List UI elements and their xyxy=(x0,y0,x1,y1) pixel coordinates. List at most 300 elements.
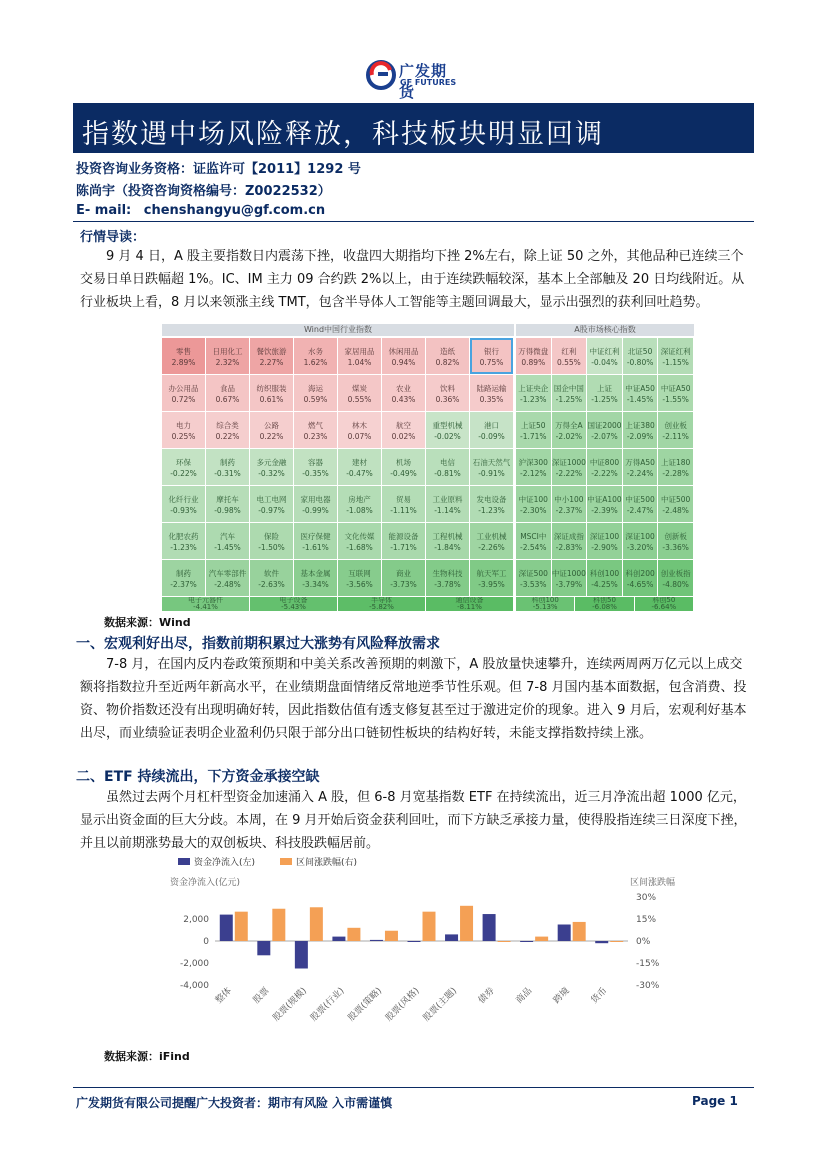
heatmap-cell-value: 0.23% xyxy=(303,432,328,441)
heatmap-cell-value: -2.39% xyxy=(591,506,618,515)
heatmap-cell-name: 中证800 xyxy=(589,458,620,467)
heatmap-cell xyxy=(470,560,513,596)
heatmap-cell-name: 日用化工 xyxy=(212,347,243,356)
right-tick-label: -15% xyxy=(636,959,660,969)
heatmap-cell-name: 中证500 xyxy=(661,495,691,504)
heatmap-cell xyxy=(250,523,293,559)
heatmap-cell-name: 深证500 xyxy=(518,569,548,578)
heatmap-cell xyxy=(552,449,587,485)
heatmap-cell-value: -0.49% xyxy=(390,469,417,478)
heatmap-cell-value: 0.72% xyxy=(171,395,196,404)
heatmap-cell xyxy=(250,412,293,448)
flow-bar xyxy=(595,941,608,943)
heatmap-cell-name: 餐饮旅游 xyxy=(256,347,287,356)
section1-paragraph: 7-8 月，在国内反内卷政策预期和中美关系改善预期的刺激下，A 股放量快速攀升，连续两周两万亿元以上成交额将指数拉升至近两年新高水平，在业绩期盘面情绪反常地逆季节性乐观。但 7-8 月国内基本面数据，包含消费、投资、物价指数还没有出现明确好转，因此指数估值有透支修复甚至过于激进定价的现象。进入 9 月后，宏观利好基本出尽，而业绩验证表明企业盈利仍只限于部分出口链韧性板块的结构好转，未能支撑指数持续上涨。 xyxy=(80,657,747,741)
heatmap-cell-name: 重型机械 xyxy=(432,421,463,430)
heatmap-cell-value: -0.22% xyxy=(170,469,197,478)
heatmap-cell-value: -5.43% xyxy=(281,603,306,611)
heatmap-cell xyxy=(250,449,293,485)
heatmap-cell-value: -0.81% xyxy=(434,469,461,478)
heatmap-cell xyxy=(162,523,205,559)
flow-bar xyxy=(483,914,496,941)
page-title: 指数遇中场风险释放，科技板块明显回调 xyxy=(82,119,604,150)
heatmap-cell xyxy=(294,412,337,448)
heatmap-cell-name: 汽车零部件 xyxy=(208,569,247,578)
heatmap-cell-value: -1.50% xyxy=(258,543,285,552)
flow-bar xyxy=(220,915,233,941)
heatmap-cell xyxy=(338,523,381,559)
heatmap-cell-value: -3.78% xyxy=(434,580,461,589)
legend-label-return: 区间涨跌幅(右) xyxy=(296,858,358,868)
left-axis-title: 资金净流入(亿元) xyxy=(170,878,241,888)
heatmap-cell-value: -1.55% xyxy=(662,395,689,404)
heatmap-cell-value: -2.07% xyxy=(591,432,618,441)
category-label: 股票 xyxy=(251,986,272,1006)
gf-futures-logo xyxy=(366,58,462,101)
heatmap-cell xyxy=(516,597,574,611)
heatmap-cell-value: -4.65% xyxy=(626,580,654,589)
return-bar xyxy=(460,906,473,941)
heatmap-cell-value: -1.45% xyxy=(214,543,241,552)
heatmap-cell xyxy=(470,486,513,522)
heatmap-cell xyxy=(426,449,469,485)
heatmap-cell-value: -1.61% xyxy=(302,543,329,552)
heatmap-cell-value: 0.43% xyxy=(391,395,416,404)
return-bar xyxy=(423,912,436,941)
heatmap-cell-name: 北证50 xyxy=(627,347,653,356)
heatmap-cell xyxy=(623,449,658,485)
heatmap-cell xyxy=(516,449,551,485)
heatmap-cell-name: 中证A50 xyxy=(660,384,691,393)
sector-heatmap xyxy=(162,324,694,610)
heatmap-cell-name: 休闲用品 xyxy=(388,347,419,356)
heatmap-cell-value: -2.63% xyxy=(258,580,285,589)
heatmap-cell xyxy=(587,338,622,374)
heatmap-cell-name: 饮料 xyxy=(440,384,455,393)
heatmap-cell-value: 1.62% xyxy=(303,358,328,367)
heatmap-cell-name: 基本金属 xyxy=(300,569,331,578)
heatmap-cell xyxy=(338,560,381,596)
heatmap-cell xyxy=(516,560,551,596)
heatmap-cell-name: 商业 xyxy=(396,569,411,578)
heatmap-cell-name: 海运 xyxy=(308,384,323,393)
legend-swatch-flow xyxy=(178,858,190,865)
heatmap-cell-value: 0.22% xyxy=(215,432,240,441)
heatmap-cell xyxy=(206,560,249,596)
heatmap-cell-name: 创业板 xyxy=(664,421,687,430)
heatmap-cell xyxy=(516,412,551,448)
heatmap-cell xyxy=(426,412,469,448)
intro-paragraph: 9 月 4 日，A 股主要指数日内震荡下挫，收盘四大期指均下挫 2%左右，除上证 50 之外，其他品种已连续三个交易日单日跌幅超 1%。IC、IM 主力 09 合约跌 2%以上，由于连续跌幅较深，基本上全部触及 20 日均线附近。从行业板块上看，8 月以来领涨主线 TMT，包含半导体人工智能等主题回调最大，显示出强烈的获利回吐趋势。 xyxy=(80,249,745,310)
heatmap-cell xyxy=(338,449,381,485)
heatmap-cell-value: -0.91% xyxy=(478,469,505,478)
heatmap-cell-name: 家居用品 xyxy=(344,347,375,356)
heatmap-cell-value: 0.67% xyxy=(215,395,240,404)
heatmap-cell-value: -0.47% xyxy=(346,469,373,478)
heatmap-cell xyxy=(516,338,551,374)
heatmap-cell xyxy=(623,523,658,559)
heatmap-cell-value: -3.73% xyxy=(390,580,417,589)
heatmap-cell xyxy=(426,560,469,596)
return-bar xyxy=(235,912,248,941)
heatmap-cell-value: 0.35% xyxy=(479,395,504,404)
category-label: 整体 xyxy=(214,986,234,1006)
heatmap-cell-value: 0.61% xyxy=(259,395,284,404)
heatmap-cell xyxy=(552,375,587,411)
heatmap-cell-value: -0.93% xyxy=(170,506,197,515)
heatmap-cell-name: 科创50 xyxy=(652,597,676,604)
heatmap-cell-value: -0.35% xyxy=(302,469,329,478)
heatmap-cell xyxy=(552,523,587,559)
heatmap-cell-name: 中证500 xyxy=(625,495,655,504)
heatmap-cell-name: 制药 xyxy=(176,569,191,578)
heatmap-cell-value: -1.45% xyxy=(626,395,654,404)
heatmap-cell xyxy=(658,486,693,522)
qualification-line: 投资咨询业务资格：证监许可【2011】1292 号 xyxy=(76,162,361,177)
heatmap-cell xyxy=(470,449,513,485)
heatmap-cell-value: 0.25% xyxy=(171,432,196,441)
heatmap-cell-name: 上证50 xyxy=(521,421,546,430)
heatmap-cell-value: -0.32% xyxy=(258,469,285,478)
heatmap-cell-name: 上证180 xyxy=(661,458,691,467)
heatmap-cell-name: 工业机械 xyxy=(476,532,507,541)
heatmap-cell xyxy=(575,597,633,611)
heatmap-cell xyxy=(294,560,337,596)
left-tick-label: -2,000 xyxy=(179,959,209,969)
logo-chinese: 广发期货 xyxy=(399,62,448,101)
heatmap-cell-value: -2.83% xyxy=(555,543,583,552)
heatmap-cell xyxy=(552,338,587,374)
heatmap-cell xyxy=(587,449,622,485)
footer-divider xyxy=(73,1087,754,1088)
heatmap-cell-name: 家用电器 xyxy=(300,495,331,504)
heatmap-cell-name: 万得微盘 xyxy=(518,347,549,356)
heatmap-cell-name: 软件 xyxy=(264,569,279,578)
heatmap-cell-value: -2.47% xyxy=(626,506,654,515)
gf-logo-icon xyxy=(366,60,396,90)
heatmap-cell xyxy=(470,412,513,448)
heatmap-cell-value: -0.98% xyxy=(214,506,241,515)
heatmap-cell-name: 造纸 xyxy=(440,347,455,356)
heatmap-cell-name: 化肥农药 xyxy=(168,532,199,541)
heatmap-cell-name: 中证1000 xyxy=(551,569,586,578)
heatmap-cell xyxy=(658,412,693,448)
heatmap-cell xyxy=(250,338,293,374)
heatmap-cell-value: -3.53% xyxy=(520,580,547,589)
return-bar xyxy=(498,941,511,942)
heatmap-cell xyxy=(623,486,658,522)
heatmap-cell xyxy=(162,597,249,611)
return-bar xyxy=(385,931,398,941)
heatmap-cell-value: -4.25% xyxy=(591,580,618,589)
return-bar xyxy=(610,941,623,942)
heatmap-cell xyxy=(516,375,551,411)
category-label: 股票(行业) xyxy=(309,986,347,1024)
heatmap-cell-value: -1.23% xyxy=(170,543,197,552)
heatmap-cell-value: -2.22% xyxy=(555,469,583,478)
heatmap-cell-name: 深证1000 xyxy=(551,458,586,467)
flow-bar xyxy=(295,941,308,969)
heatmap-cell xyxy=(250,486,293,522)
section2-paragraph: 虽然过去两个月杠杆型资金加速涌入 A 股，但 6-8 月宽基指数 ETF 在持续流出，近三月净流出超 1000 亿元，显示出资金面的巨大分歧。本周，在 9 月开始后资金获利回吐，而下方缺乏承接力量，使得股指连续三日深度下挫，并且以前期涨势最大的双创板块、科技股跌幅居前。 xyxy=(80,790,747,851)
heatmap-cell-name: 创新板 xyxy=(664,532,687,541)
heatmap-cell-name: 通信设备 xyxy=(455,597,484,604)
heatmap-cell-value: 2.32% xyxy=(215,358,240,367)
heatmap-cell xyxy=(206,449,249,485)
heatmap-cell-value: -8.11% xyxy=(457,603,482,611)
heatmap-cell-name: 电信 xyxy=(440,458,455,467)
heatmap-cell xyxy=(162,486,205,522)
heatmap-cell xyxy=(382,412,425,448)
heatmap-cell-name: 多元金融 xyxy=(256,458,287,467)
heatmap-cell-value: -1.25% xyxy=(555,395,583,404)
heatmap-cell-name: 中小100 xyxy=(554,495,584,504)
flow-bar xyxy=(408,941,421,942)
heatmap-cell-value: -0.02% xyxy=(434,432,461,441)
heatmap-cell-name: 纺织服装 xyxy=(256,384,287,393)
heatmap-cell xyxy=(206,338,249,374)
right-tick-label: 30% xyxy=(636,893,657,903)
heatmap-cell xyxy=(470,523,513,559)
heatmap-cell xyxy=(658,449,693,485)
divider xyxy=(73,221,754,222)
heatmap-cell-value: -2.48% xyxy=(214,580,241,589)
flow-bar xyxy=(558,925,571,942)
heatmap-cell-value: -3.20% xyxy=(626,543,654,552)
heatmap-cell-name: 综合类 xyxy=(216,421,239,430)
heatmap-cell-value: -6.08% xyxy=(592,603,617,611)
heatmap-cell-name: 工业原料 xyxy=(432,495,463,504)
heatmap-cell-name: 环保 xyxy=(176,458,191,467)
left-tick-label: 2,000 xyxy=(183,915,209,925)
heatmap-cell xyxy=(587,560,622,596)
heatmap-cell xyxy=(162,412,205,448)
legend-swatch-return xyxy=(280,858,292,865)
heatmap-cell-name: 中证A100 xyxy=(587,495,622,504)
heatmap-cell xyxy=(294,375,337,411)
heatmap-cell xyxy=(658,338,693,374)
heatmap-cell-name: 石油天然气 xyxy=(472,458,511,467)
intro-heading: 行情导读： xyxy=(80,230,146,245)
heatmap-cell-value: -2.37% xyxy=(555,506,583,515)
flow-bar xyxy=(257,941,270,955)
heatmap-cell-name: 创业板指 xyxy=(660,569,691,578)
heatmap-cell-name: MSCI中 xyxy=(520,532,547,541)
heatmap-cell-name: 红利 xyxy=(561,347,577,356)
heatmap-cell-value: -0.04% xyxy=(591,358,618,367)
heatmap-cell-value: 1.04% xyxy=(347,358,372,367)
heatmap-cell-value: -1.71% xyxy=(520,432,547,441)
heatmap-cell-value: -0.97% xyxy=(258,506,285,515)
heatmap-cell-value: -2.11% xyxy=(662,432,689,441)
heatmap-cell-name: 港口 xyxy=(484,421,499,430)
heatmap-cell-name: 上证央企 xyxy=(518,384,549,393)
heatmap-cell xyxy=(426,375,469,411)
heatmap-cell-name: 中证A50 xyxy=(625,384,655,393)
legend-label-flow: 资金净流入(左) xyxy=(194,858,256,868)
heatmap-cell xyxy=(587,523,622,559)
category-label: 跨境 xyxy=(551,986,572,1006)
heatmap-cell xyxy=(552,412,587,448)
heatmap-cell xyxy=(162,560,205,596)
heatmap-cell xyxy=(426,338,469,374)
heatmap-cell-name: 保险 xyxy=(264,532,279,541)
heatmap-cell xyxy=(658,523,693,559)
heatmap-cell-name: 化纤行业 xyxy=(168,495,199,504)
heatmap-cell-value: -4.41% xyxy=(193,603,218,611)
left-tick-label: -4,000 xyxy=(179,981,209,991)
heatmap-cell xyxy=(587,486,622,522)
heatmap-cell xyxy=(294,338,337,374)
heatmap-cell-name: 生物科技 xyxy=(432,569,463,578)
heatmap-cell xyxy=(206,375,249,411)
heatmap-cell xyxy=(470,338,513,374)
logo-english: GF FUTURES xyxy=(400,78,457,87)
heatmap-cell-name: 制药 xyxy=(220,458,235,467)
heatmap-cell xyxy=(250,560,293,596)
heatmap-cell-value: 2.89% xyxy=(171,358,196,367)
heatmap-cell-name: 发电设备 xyxy=(476,495,507,504)
heatmap-cell-value: -3.36% xyxy=(662,543,689,552)
heatmap-cell xyxy=(250,597,337,611)
heatmap-cell xyxy=(294,486,337,522)
right-tick-label: 15% xyxy=(636,915,657,925)
heatmap-cell xyxy=(162,449,205,485)
heatmap-cell-value: -1.15% xyxy=(662,358,689,367)
heatmap-cell-name: 科创100 xyxy=(589,569,620,578)
heatmap-cell xyxy=(658,375,693,411)
heatmap-cell xyxy=(623,412,658,448)
heatmap-cell-value: -1.71% xyxy=(390,543,417,552)
heatmap-cell-value: -1.68% xyxy=(346,543,373,552)
heatmap-cell-value: -1.23% xyxy=(478,506,505,515)
heatmap-cell-name: 电子元器件 xyxy=(188,597,223,604)
heatmap-cell-value: -1.23% xyxy=(520,395,547,404)
category-label: 股票(主题) xyxy=(421,986,460,1024)
heatmap-cell-name: 电工电网 xyxy=(256,495,287,504)
heatmap-cell-value: 0.22% xyxy=(259,432,284,441)
heatmap-cell-value: 0.82% xyxy=(435,358,460,367)
heatmap-source: 数据来源：Wind xyxy=(104,616,191,629)
heatmap-cell-value: -2.37% xyxy=(170,580,197,589)
heatmap-cell-value: -2.90% xyxy=(591,543,618,552)
return-bar xyxy=(535,937,548,941)
heatmap-cell-name: 农业 xyxy=(396,384,411,393)
heatmap-cell-name: 电力 xyxy=(176,421,191,430)
heatmap-cell-name: 科创100 xyxy=(531,597,559,604)
heatmap-cell-name: 医疗保健 xyxy=(300,532,331,541)
heatmap-cell xyxy=(382,375,425,411)
heatmap-cell-name: 水务 xyxy=(308,347,323,356)
heatmap-cell-value: -0.80% xyxy=(626,358,654,367)
heatmap-cell xyxy=(587,375,622,411)
return-bar xyxy=(310,907,323,941)
left-tick-label: 0 xyxy=(203,937,209,947)
heatmap-cell-value: -5.82% xyxy=(369,603,394,611)
heatmap-cell-name: 容器 xyxy=(308,458,323,467)
heatmap-cell-value: -2.28% xyxy=(662,469,689,478)
category-label: 债券 xyxy=(476,986,497,1006)
heatmap-cell-name: 燃气 xyxy=(308,421,323,430)
heatmap-cell-name: 中证100 xyxy=(518,495,548,504)
return-bar xyxy=(272,909,285,941)
heatmap-cell-name: 摩托车 xyxy=(216,495,239,504)
heatmap-cell-name: 电子设备 xyxy=(279,597,308,604)
heatmap-cell-name: 沪深300 xyxy=(518,458,548,467)
heatmap-cell-value: 2.27% xyxy=(259,358,284,367)
heatmap-cell-name: 半导体 xyxy=(371,597,392,604)
heatmap-cell-value: -0.31% xyxy=(214,469,241,478)
heatmap-cell-value: -5.13% xyxy=(532,603,558,611)
heatmap-cell-name: 上证380 xyxy=(625,421,655,430)
heatmap-cell xyxy=(294,523,337,559)
heatmap-cell-value: 0.89% xyxy=(521,358,546,367)
heatmap-cell-name: 航空 xyxy=(396,421,411,430)
right-tick-label: 0% xyxy=(636,937,651,947)
heatmap-cell-value: -1.25% xyxy=(591,395,618,404)
heatmap-cell-value: -6.64% xyxy=(651,603,677,611)
heatmap-cell-name: 房地产 xyxy=(348,495,371,504)
heatmap-cell-value: 0.02% xyxy=(391,432,416,441)
etf-flow-chart xyxy=(160,855,690,1045)
page-number: Page 1 xyxy=(692,1094,738,1108)
email-link[interactable]: chenshangyu@gf.com.cn xyxy=(143,203,326,218)
heatmap-cell-value: 0.07% xyxy=(347,432,372,441)
heatmap-cell-name: 陆路运输 xyxy=(476,384,507,393)
heatmap-cell-value: -2.30% xyxy=(520,506,547,515)
heatmap-cell xyxy=(338,375,381,411)
heatmap-cell xyxy=(426,597,513,611)
heatmap-cell xyxy=(623,375,658,411)
heatmap-cell-value: -0.09% xyxy=(478,432,505,441)
heatmap-cell-value: -3.34% xyxy=(302,580,329,589)
heatmap-cell xyxy=(250,375,293,411)
heatmap-cell-name: 科创200 xyxy=(625,569,655,578)
heatmap-cell-name: 建材 xyxy=(352,458,367,467)
heatmap-cell-value: -2.12% xyxy=(520,469,547,478)
right-tick-label: -30% xyxy=(636,981,660,991)
heatmap-cell-value: 0.94% xyxy=(391,358,416,367)
heatmap-cell-name: 汽车 xyxy=(220,532,235,541)
heatmap-cell xyxy=(162,375,205,411)
heatmap-cell-name: 万得A50 xyxy=(625,458,655,467)
heatmap-cell xyxy=(623,338,658,374)
heatmap-cell-name: 公路 xyxy=(264,421,279,430)
section2-heading: 二、ETF 持续流出，下方资金承接空缺 xyxy=(76,769,320,785)
heatmap-cell xyxy=(623,560,658,596)
heatmap-cell-value: -2.02% xyxy=(555,432,583,441)
heatmap-cell-name: 互联网 xyxy=(348,569,371,578)
category-label: 股票(策略) xyxy=(346,986,385,1024)
email-label: E- mail: xyxy=(76,203,132,218)
heatmap-cell xyxy=(294,449,337,485)
heatmap-cell-name: 工程机械 xyxy=(432,532,463,541)
category-label: 货币 xyxy=(589,986,610,1006)
heatmap-cell-name: 能源设备 xyxy=(388,532,419,541)
heatmap-cell xyxy=(382,560,425,596)
heatmap-cell-name: 食品 xyxy=(220,384,235,393)
heatmap-cell xyxy=(426,523,469,559)
heatmap-cell xyxy=(516,486,551,522)
heatmap-cell xyxy=(206,486,249,522)
heatmap-cell-value: -2.22% xyxy=(591,469,618,478)
heatmap-cell-name: 中证红利 xyxy=(589,347,620,356)
heatmap-cell-name: 航天军工 xyxy=(476,569,507,578)
heatmap-left-header: Wind中国行业指数 xyxy=(162,324,514,336)
heatmap-cell-value: -1.84% xyxy=(434,543,461,552)
heatmap-cell-name: 办公用品 xyxy=(168,384,199,393)
category-label: 股票(风格) xyxy=(384,986,422,1024)
